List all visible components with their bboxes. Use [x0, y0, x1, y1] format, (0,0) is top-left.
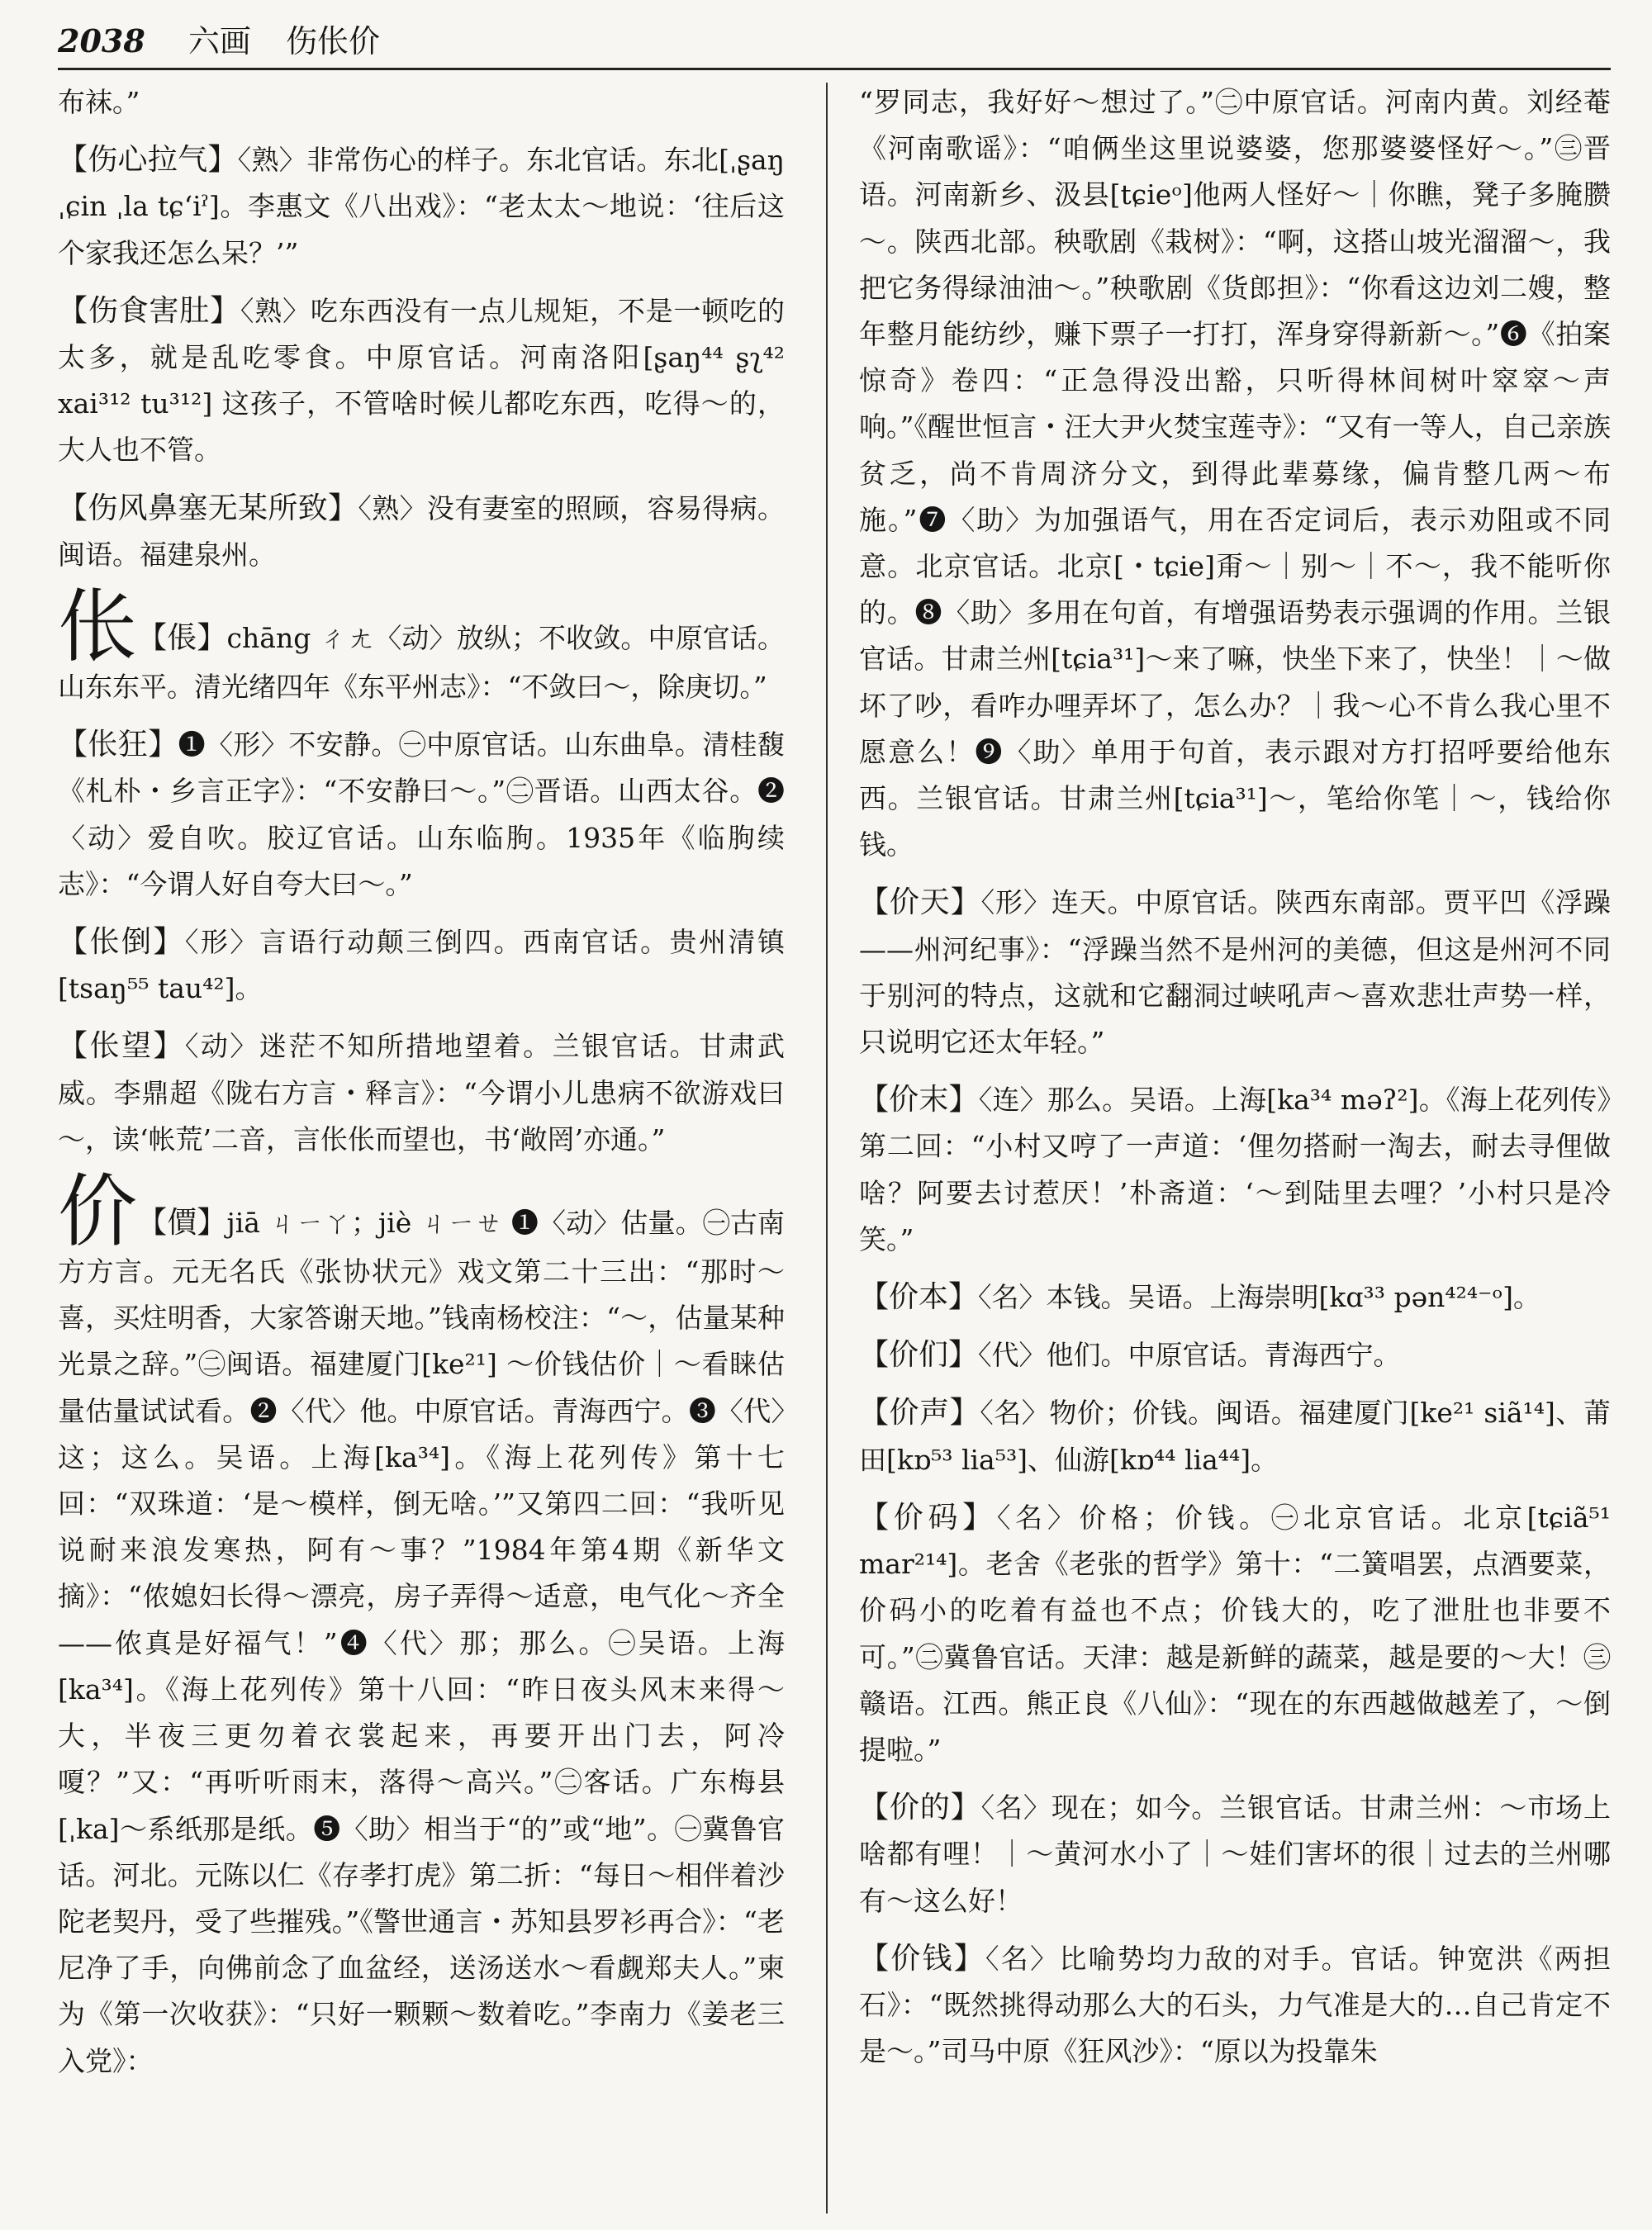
entry-jia-mo [859, 1077, 1611, 1263]
entry-body: 〈形〉言语行动颠三倒四。西南官话。贵州清镇[tsaŋ⁵⁵ tau⁴²]。 [58, 926, 785, 1005]
entry-body: 〈连〉那么。吴语。上海[ka³⁴ məʔ²]。《海上花列传》第二回：“小村又哼了一声道：‘俚勿搭耐一淘去，耐去寻俚做啥？阿要去讨惹厌！’朴斋道：‘～到陆里去哩？’小村只是冷笑。” [859, 1084, 1611, 1255]
entry-headword: 【价本】 [859, 1280, 979, 1315]
page-number: 2038 [58, 22, 145, 59]
entry-chang-wang [58, 1023, 785, 1163]
page-header [58, 18, 1611, 70]
entry-body: chāng ㄔㄤ〈动〉放纵；不收敛。中原官话。山东东平。清光绪四年《东平州志》：“不敛曰～，除庚切。” [58, 622, 785, 704]
entry-jia-men [859, 1332, 1611, 1378]
entry-body: jiā ㄐㄧㄚ；jiè ㄐㄧㄝ ❶〈动〉估量。㊀古南方方言。元无名氏《张协状元》戏文第二十三出：“那时～喜，买炷明香，大家答谢天地。”钱南杨校注：“～，估量某种光景之辞。”㊁闽语。福建厦门[ke²¹] ～价钱估价｜～看睐估量估量试试看。❷〈代〉他。中原官话。青海西宁。❸〈代〉这；这么。吴语。上海[ka³⁴]。《海上花列传》第十七回：“双珠道：‘是～模样，倒无啥。’”又第四二回：“我听见说耐来浪发寒热，阿有～事？”1984年第4期《新华文摘》：“侬媳妇长得～漂亮，房子弄得～适意，电气化～齐全——侬真是好福气！”❹〈代〉那；那么。㊀吴语。上海[ka³⁴]。《海上花列传》第十八回：“昨日夜头风末来得～大，半夜三更勿着衣裳起来，再要开出门去，阿冷嗄？”又：“再听听雨末，落得～高兴。”㊁客话。广东梅县[ˌka]～系纸那是纸。❺〈助〉相当于“的”或“地”。㊀冀鲁官话。河北。元陈以仁《存孝打虎》第二折：“每日～相伴着沙陀老契丹，受了些摧残。”《警世通言・苏知县罗衫再合》：“老尼净了手，向佛前念了血盆经，送汤送水～看觑郑夫人。”柬为《第一次收获》：“只好一颗颗～数着吃。”李南力《姜老三入党》： [58, 1207, 785, 2077]
entry-body: 〈代〉他们。中原官话。青海西宁。 [978, 1339, 1401, 1372]
entry-chang-kuang [58, 722, 785, 908]
section-label: 六画 [188, 23, 251, 59]
entry-headword: 【价天】 [859, 885, 981, 920]
entry-headword: 【价末】 [859, 1083, 979, 1117]
entry-headword: 【伤风鼻塞无某所致】 [58, 491, 358, 525]
entry-headword: 【价钱】 [859, 1941, 986, 1976]
traditional-form: 【倀】 [137, 621, 227, 656]
entry-body: 〈名〉价格；价钱。㊀北京官话。北京[tɕiã⁵¹ mar²¹⁴]。老舍《老张的哲学》第十：“二簧唱罢，点酒要菜，价码小的吃着有益也不点；价钱大的，吃了泄肚也非要不可。”㊁冀鲁官话。天津：越是新鲜的蔬菜，越是要的～大！㊂赣语。江西。熊正良《八仙》：“现在的东西越做越差了，～倒提啦。” [859, 1501, 1611, 1766]
char-entry-jia [58, 1165, 785, 2085]
entry-headword: 【伥倒】 [58, 925, 185, 960]
entry-headword: 【价的】 [859, 1791, 981, 1825]
entry-jia-ma [859, 1495, 1611, 1773]
entry-body: 〈熟〉吃东西没有一点儿规矩，不是一顿吃的太多，就是乱吃零食。中原官话。河南洛阳[ʂaŋ⁴⁴ ʂʅ⁴² xai³¹² tu³¹²] 这孩子，不管啥时候儿都吃东西，吃得～的，大人也不管。 [58, 294, 785, 467]
entry-body: ❶〈形〉不安静。㊀中原官话。山东曲阜。清桂馥《札朴・乡言正字》：“不安静曰～。”㊁晋语。山西太谷。❷〈动〉爱自吹。胶辽官话。山东临朐。1935年《临朐续志》：“今谓人好自夸大曰～。” [58, 728, 785, 900]
continued-text: “罗同志，我好好～想过了。”㊁中原官话。河南内黄。刘经菴《河南歌谣》：“咱俩坐这里说婆婆，您那婆婆怪好～。”㊂晋语。河南新乡、汲县[tɕieᵒ]他两人怪好～｜你瞧，凳子多腌臜～。陕西北部。秧歌剧《栽树》：“啊，这搭山坡光溜溜～，我把它务得绿油油～。”秧歌剧《货郎担》：“你看这边刘二嫂，整年整月能纺纱，赚下票子一打打，浑身穿得新新～。”❻《拍案惊奇》卷四：“正急得没出豁，只听得林间树叶窣窣～声响。”《醒世恒言・汪大尹火焚宝莲寺》：“又有一等人，自己亲族贫乏，尚不肯周济分文，到得此辈募缘，偏肯整几两～布施。”❼〈助〉为加强语气，用在否定词后，表示劝阻或不同意。北京官话。北京[・tɕie]甭～｜别～｜不～，我不能听你的。❽〈助〉多用在句首，有增强语势表示强调的作用。兰银官话。甘肃兰州[tɕia³¹]～来了嘛，快坐下来了，快坐！｜～做坏了吵，看咋办哩弄坏了，怎么办？｜我～心不肯么我心里不愿意么！❾〈助〉单用于句首，表示跟对方打招呼要给他东西。兰银官话。甘肃兰州[tɕia³¹]～，笔给你笔｜～，钱给你钱。 [859, 86, 1611, 861]
entry-headword: 【伥狂】 [58, 728, 178, 762]
entry-body: 〈名〉物价；价钱。闽语。福建厦门[ke²¹ siã¹⁴]、莆田[kɒ⁵³ lia⁵³]、仙游[kɒ⁴⁴ lia⁴⁴]。 [859, 1397, 1611, 1476]
entry-jia-tian [859, 880, 1611, 1065]
entry-body: 〈名〉本钱。吴语。上海崇明[kɑ³³ pən⁴²⁴⁻ᵒ]。 [978, 1281, 1541, 1314]
left-column [58, 79, 785, 2218]
entry-shang-feng-bi-sai [58, 486, 785, 578]
traditional-form: 【價】 [137, 1206, 227, 1241]
entry-jia-sheng [859, 1390, 1611, 1483]
entry-headword: 【价们】 [859, 1338, 979, 1373]
entry-jia-de [859, 1785, 1611, 1924]
entry-body: 〈形〉连天。中原官话。陕西东南部。贾平凹《浮躁——州河纪事》：“浮躁当然不是州河的美德，但这是州河不同于别河的特点，这就和它翻洞过峡吼声～喜欢悲壮声势一样，只说明它还太年轻。” [859, 886, 1611, 1059]
column-divider [826, 83, 828, 2213]
entry-body: 〈熟〉没有妻室的照顾，容易得病。闽语。福建泉州。 [58, 491, 785, 571]
char-entry-chang [58, 581, 785, 710]
entry-headword: 【伤心拉气】 [58, 143, 238, 178]
entry-headword: 【价码】 [859, 1500, 997, 1535]
headword-character: 伥 [58, 581, 138, 674]
entry-headword: 【伤食害肚】 [58, 293, 240, 328]
header-characters: 伤伥价 [285, 23, 380, 59]
entry-body: 〈动〉迷茫不知所措地望着。兰银官话。甘肃武威。李鼎超《陇右方言・释言》：“今谓小儿患病不欲游戏曰～，读‘帐荒’二音，言伥伥而望也，书‘敞罔’亦通。” [58, 1030, 785, 1155]
entry-chang-dao [58, 919, 785, 1012]
entry-body: 〈名〉比喻势均力敌的对手。官话。钟宽洪《两担石》：“既然挑得动那么大的石头，力气准是大的…自己肯定不是～。”司马中原《狂风沙》：“原以为投靠朱 [859, 1942, 1611, 2068]
entry-headword: 【伥望】 [58, 1029, 185, 1064]
right-column [859, 79, 1611, 2218]
entry-jia-qian [859, 1936, 1611, 2076]
entry-shang-xin-la-qi [58, 137, 785, 277]
entry-body: 〈名〉现在；如今。兰银官话。甘肃兰州：～市场上啥都有哩！｜～黄河水小了｜～娃们害坏的很｜过去的兰州哪有～这么好！ [859, 1791, 1611, 1917]
entry-headword: 【价声】 [859, 1396, 980, 1431]
headword-character: 价 [58, 1165, 138, 1259]
entry-body: 〈熟〉非常伤心的样子。东北官话。东北[ˌʂaŋ ˌɕin ˌla tɕʻiˀ]。李惠文《八出戏》：“老太太～地说：‘往后这个家我还怎么呆？’” [58, 144, 785, 269]
entry-jia-ben [859, 1274, 1611, 1321]
continued-text: 布袜。” [58, 86, 140, 118]
entry-shang-shi-hai-du [58, 288, 785, 474]
